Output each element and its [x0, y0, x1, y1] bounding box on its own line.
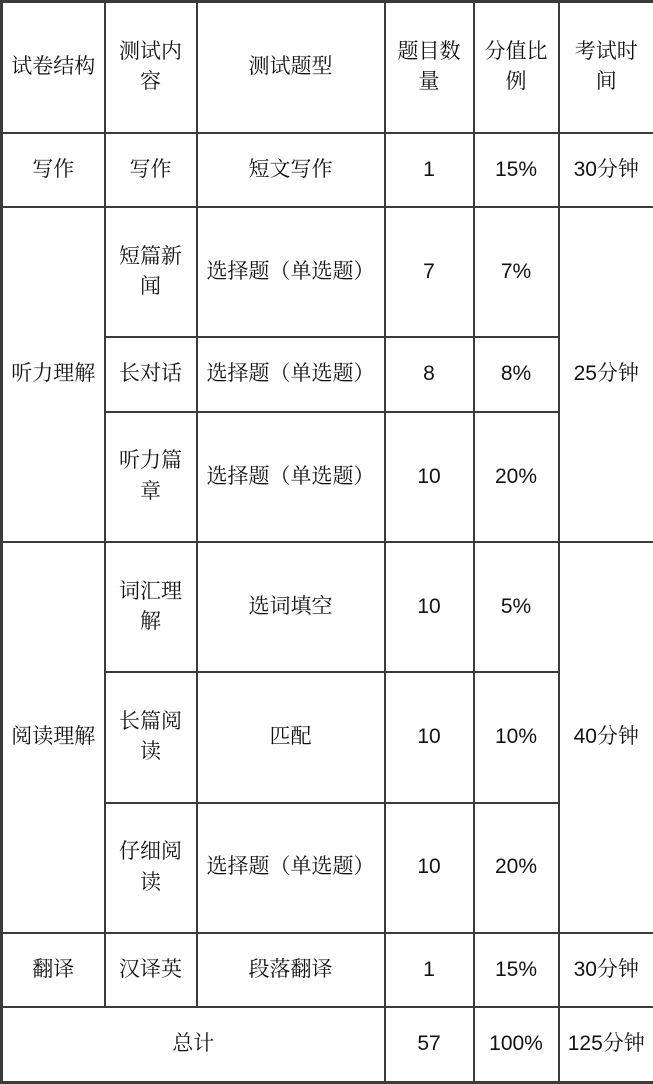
- cell-ratio: 8%: [474, 337, 559, 411]
- table-total-row: [2, 1007, 653, 1082]
- table-row: [2, 133, 653, 207]
- cell-time: 25分钟: [559, 207, 653, 542]
- cell-count: 1: [385, 933, 474, 1007]
- cell-content: 仔细阅读: [105, 803, 197, 933]
- cell-structure: 翻译: [2, 933, 105, 1007]
- cell-ratio: 15%: [474, 933, 559, 1007]
- cell-time: 40分钟: [559, 542, 653, 933]
- cell-ratio: 20%: [474, 803, 559, 933]
- cell-ratio: 5%: [474, 542, 559, 672]
- cell-content: 词汇理解: [105, 542, 197, 672]
- cell-ratio: 7%: [474, 207, 559, 337]
- header-count: 题目数量: [385, 2, 474, 133]
- cell-count: 10: [385, 672, 474, 802]
- table-header-row: [2, 2, 653, 133]
- header-type: 测试题型: [197, 2, 385, 133]
- cell-count: 7: [385, 207, 474, 337]
- cell-type: 匹配: [197, 672, 385, 802]
- cell-content: 听力篇章: [105, 412, 197, 542]
- cell-count: 1: [385, 133, 474, 207]
- cell-content: 长对话: [105, 337, 197, 411]
- cell-structure: 阅读理解: [2, 542, 105, 933]
- cell-count: 10: [385, 542, 474, 672]
- cell-total-count: 57: [385, 1007, 474, 1082]
- header-content: 测试内容: [105, 2, 197, 133]
- header-structure: 试卷结构: [2, 2, 105, 133]
- table-row: [2, 933, 653, 1007]
- cell-count: 8: [385, 337, 474, 411]
- table-row: [2, 542, 653, 672]
- cell-type: 选词填空: [197, 542, 385, 672]
- cell-type: 选择题（单选题）: [197, 207, 385, 337]
- cell-content: 短篇新闻: [105, 207, 197, 337]
- cell-content: 写作: [105, 133, 197, 207]
- cell-ratio: 10%: [474, 672, 559, 802]
- cell-count: 10: [385, 803, 474, 933]
- cell-type: 短文写作: [197, 133, 385, 207]
- table-row: [2, 207, 653, 337]
- cell-ratio: 20%: [474, 412, 559, 542]
- cell-content: 长篇阅读: [105, 672, 197, 802]
- cell-type: 选择题（单选题）: [197, 803, 385, 933]
- cell-total-ratio: 100%: [474, 1007, 559, 1082]
- cell-content: 汉译英: [105, 933, 197, 1007]
- cell-structure: 写作: [2, 133, 105, 207]
- cell-time: 30分钟: [559, 133, 653, 207]
- header-time: 考试时间: [559, 2, 653, 133]
- cell-type: 选择题（单选题）: [197, 412, 385, 542]
- cell-type: 选择题（单选题）: [197, 337, 385, 411]
- cell-ratio: 15%: [474, 133, 559, 207]
- header-ratio: 分值比例: [474, 2, 559, 133]
- cell-total-label: 总计: [2, 1007, 385, 1082]
- cell-structure: 听力理解: [2, 207, 105, 542]
- cell-time: 30分钟: [559, 933, 653, 1007]
- cell-total-time: 125分钟: [559, 1007, 653, 1082]
- cell-type: 段落翻译: [197, 933, 385, 1007]
- cell-count: 10: [385, 412, 474, 542]
